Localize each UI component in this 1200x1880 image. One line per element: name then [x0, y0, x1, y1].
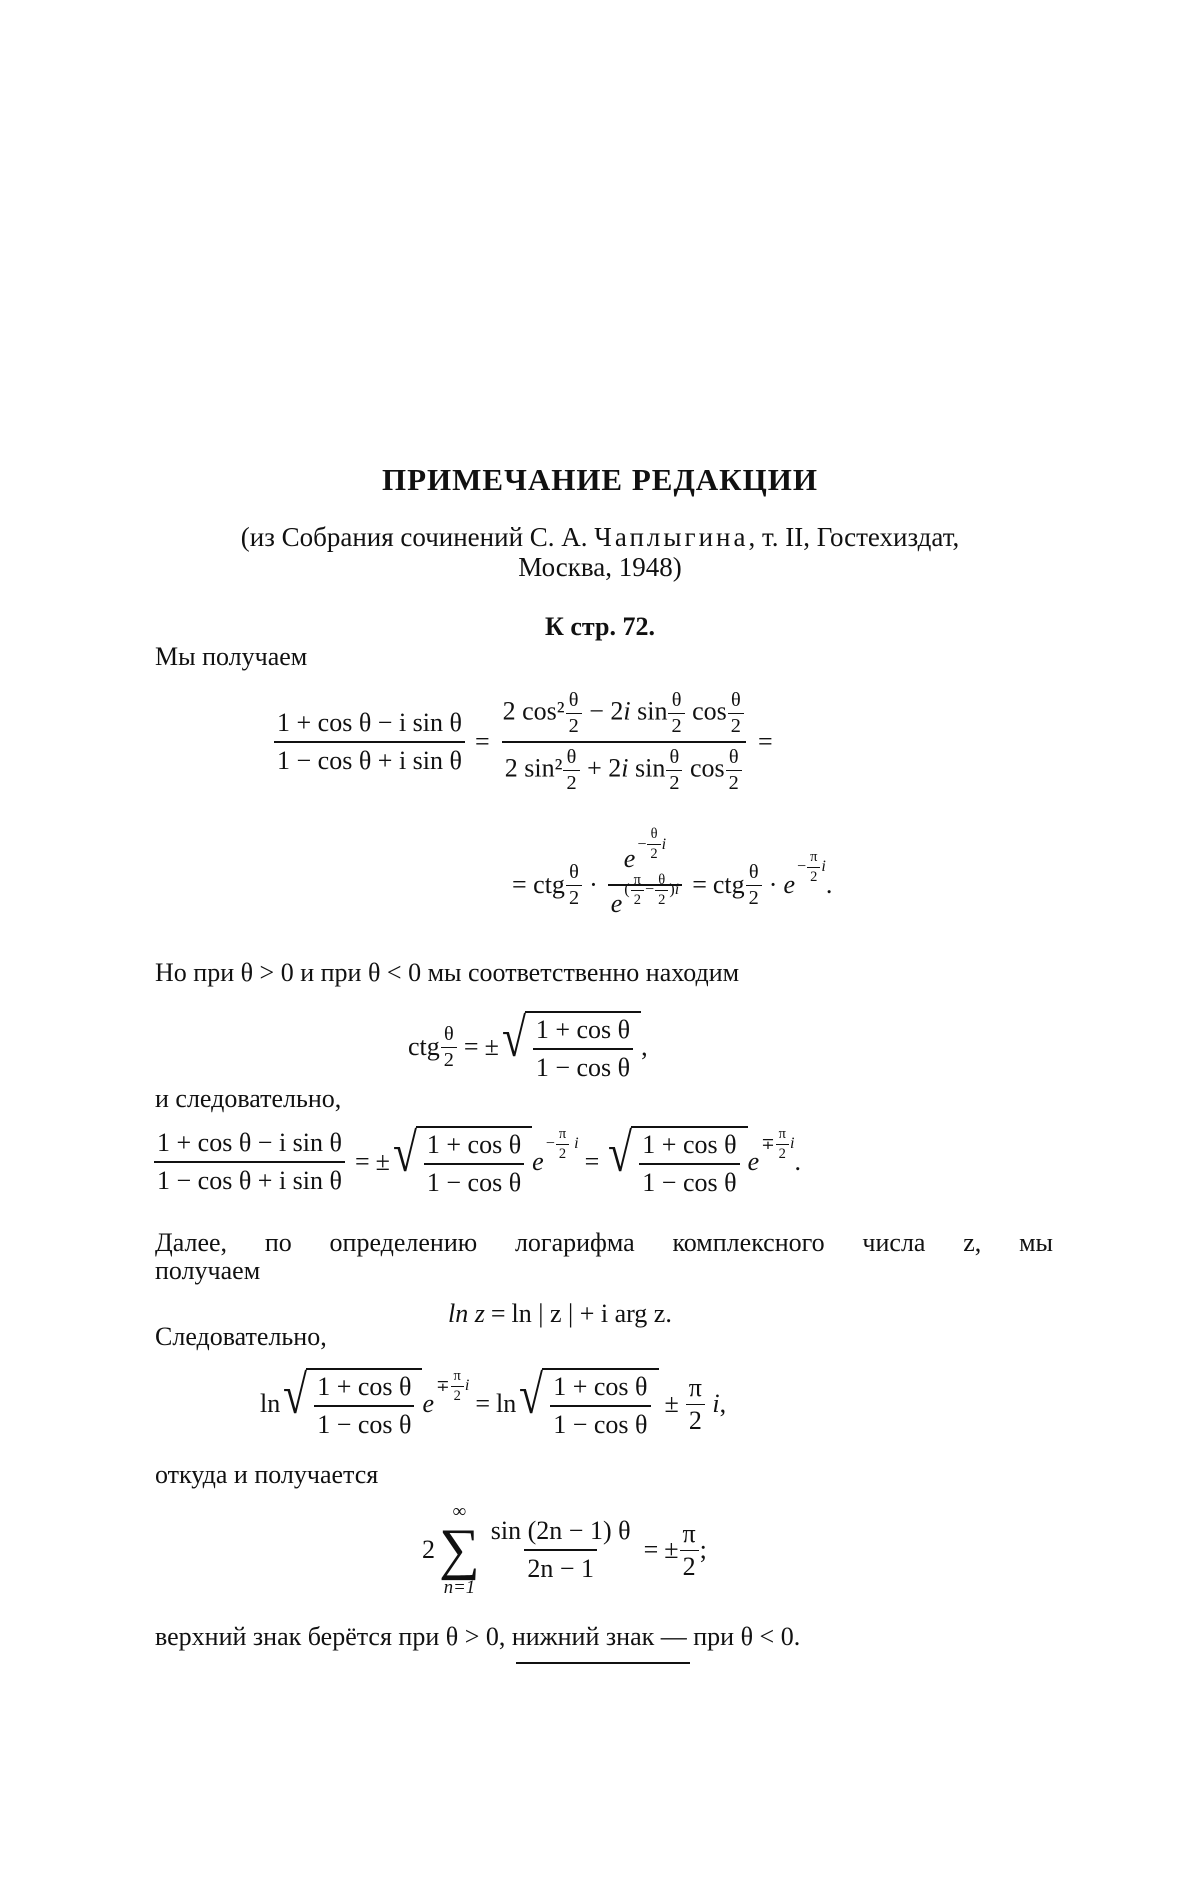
exponent: − $\frac{\pi}{2}$ i: [797, 848, 826, 885]
euler-e: e: [623, 843, 636, 873]
period: .: [794, 1147, 801, 1176]
radicand: [306, 1368, 422, 1440]
cos-fraction: [639, 1130, 739, 1198]
frac-num: θ: [669, 746, 680, 768]
sigma-icon: ∑: [439, 1517, 480, 1581]
dot: ·: [768, 870, 778, 899]
half-theta: [666, 746, 682, 795]
lhs-fraction: [154, 1128, 345, 1196]
radical-icon: √: [283, 1364, 308, 1425]
source-text-a: (из Собрания сочинений С. А.: [240, 522, 588, 552]
coef-two: 2: [422, 1535, 435, 1564]
paragraph-3: и следовательно,: [155, 1084, 342, 1113]
sqrt: [280, 1364, 422, 1440]
exponent: − $\frac{\pi}{2}$ i: [545, 1125, 579, 1162]
eq1-trailing-equals: =: [757, 727, 773, 756]
frac-den: [608, 871, 682, 927]
period: .: [825, 870, 833, 899]
half-theta: [563, 746, 579, 795]
half-pi: [680, 1519, 699, 1582]
plus-minus: ±: [664, 1535, 679, 1564]
frac-den: 2: [728, 713, 744, 738]
frac-num: π: [453, 1367, 461, 1384]
imag-i: i: [661, 835, 667, 853]
equation-4: [150, 1120, 801, 1204]
equals: =: [490, 1299, 506, 1328]
paragraph-4-line-2: получаем: [155, 1256, 261, 1285]
half-theta: [566, 861, 582, 910]
n-two: 2: [502, 696, 516, 726]
frac-den: 2: [726, 770, 742, 795]
euler-e: e: [422, 1389, 435, 1418]
equals: =: [643, 1535, 659, 1564]
euler-e: e: [783, 870, 795, 899]
frac-den: 1 − cos θ: [639, 1163, 739, 1198]
eq2-equals: =: [512, 870, 527, 899]
euler-e: e: [610, 889, 623, 918]
eq1-rhs-fraction: [500, 689, 748, 795]
frac-den: 2: [746, 885, 762, 910]
frac-num: θ: [650, 826, 658, 843]
radical-icon: √: [501, 1007, 526, 1068]
half-theta: [566, 689, 582, 738]
frac-den: 1 − cos θ: [550, 1405, 650, 1440]
plus-minus: ±: [375, 1147, 390, 1176]
imag-i: i: [712, 1389, 720, 1418]
radicand: [525, 1011, 641, 1083]
radicand: [416, 1126, 532, 1198]
eq2-exp-fraction: [608, 826, 682, 927]
equation-3: [408, 1008, 648, 1086]
half-theta: [647, 826, 660, 863]
radical-icon: √: [392, 1122, 417, 1183]
radicand: [631, 1126, 747, 1198]
eq1-lhs-fraction: [274, 708, 465, 776]
ctg: ctg: [408, 1032, 440, 1061]
exponent: [436, 1368, 469, 1405]
eq1-rhs-den: 2 sin² $\frac{\theta}{2}$ + 2i sin $\frac{\theta}{2}$ cos $\frac{\theta}{2}$: [502, 741, 746, 795]
sqrt: [390, 1122, 532, 1198]
comma: ,: [641, 1032, 648, 1061]
minus-plus: ∓: [761, 1136, 775, 1154]
frac-num: θ: [728, 746, 739, 768]
frac-den: 2: [680, 1550, 699, 1582]
paragraph-1: Мы получаем: [155, 642, 308, 671]
frac-num: 1 + cos θ: [426, 1130, 522, 1159]
frac-den: 2: [647, 844, 660, 863]
frac-num: θ: [671, 689, 682, 711]
paragraph-5: Следовательно,: [155, 1322, 327, 1351]
sqrt: [499, 1007, 641, 1083]
frac-den: 1 − cos θ: [314, 1405, 414, 1440]
equation-2: [512, 820, 832, 950]
frac-num: θ: [731, 689, 741, 711]
frac-num: 1 + cos θ − i sin θ: [157, 1128, 342, 1157]
frac-num: 1 + cos θ: [642, 1130, 737, 1159]
comma: ,: [719, 1389, 727, 1418]
half-theta: [441, 1023, 457, 1072]
eq1-lhs-den: 1 − cos θ + i sin θ: [274, 741, 465, 776]
frac-den: 2: [441, 1047, 457, 1072]
equation-1: [270, 672, 779, 812]
ln: ln: [496, 1389, 517, 1418]
semicolon: ;: [699, 1535, 707, 1564]
frac-den: 2: [556, 1144, 569, 1163]
frac-den: 2: [655, 890, 668, 909]
sum-lower-limit: n=1: [443, 1577, 476, 1599]
dot: ·: [589, 870, 598, 899]
frac-den: 2: [566, 713, 582, 738]
paragraph-6: откуда и получается: [155, 1460, 379, 1489]
frac-den: 2: [451, 1386, 464, 1405]
frac-num: π: [633, 871, 641, 888]
euler-e: e: [747, 1147, 760, 1176]
closing-rule: [516, 1662, 690, 1664]
half-theta: [728, 689, 744, 738]
frac-num: π: [810, 848, 818, 865]
frac-den: 2: [563, 770, 579, 795]
frac-num: sin (2n − 1) θ: [490, 1516, 631, 1545]
frac-num: π: [688, 1372, 702, 1402]
frac-num: π: [682, 1518, 696, 1548]
ln-z-rhs: ln | z | + i arg z.: [511, 1299, 672, 1328]
imag-i: i: [821, 858, 826, 876]
frac-den: 2: [686, 1404, 705, 1436]
section-reference: К стр. 72.: [545, 612, 655, 641]
ctg: ctg: [533, 870, 565, 899]
ctg: ctg: [712, 870, 745, 899]
cos-fraction: [550, 1372, 650, 1440]
frac-num: θ: [569, 860, 579, 883]
equation-7: [422, 1490, 707, 1610]
imag-i: i: [464, 1377, 470, 1395]
frac-den: 2: [631, 890, 644, 909]
equals: =: [584, 1147, 600, 1176]
cos-fraction: [533, 1015, 633, 1083]
plus-minus: ±: [664, 1389, 679, 1418]
frac-num: 1 + cos θ: [535, 1015, 631, 1044]
frac-num: θ: [658, 871, 666, 888]
source-line-2: Москва, 1948): [518, 552, 682, 582]
sum-upper-limit: ∞: [452, 1500, 467, 1522]
exponent: − $\frac{\theta}{2}$ i: [637, 826, 667, 863]
frac-num: π: [558, 1125, 567, 1142]
half-pi: [686, 1373, 705, 1436]
paragraph-2: Но при θ > 0 и при θ < 0 мы соответственно находим: [155, 958, 740, 987]
half-pi: [807, 849, 820, 886]
frac-num: θ: [566, 746, 577, 768]
radical-icon: √: [608, 1122, 633, 1183]
half-pi: [451, 1368, 464, 1405]
equals: =: [692, 870, 707, 899]
ln: ln: [260, 1389, 281, 1418]
frac-den: 2n − 1: [524, 1549, 597, 1584]
frac-den: 2: [807, 867, 820, 886]
exponent: ( $\frac{\pi}{2}$ − $\frac{\theta}{2}$ ) i: [624, 871, 680, 908]
half-theta: [668, 689, 684, 738]
cos-fraction: [424, 1130, 524, 1198]
frac-den: 1 − cos θ: [424, 1163, 524, 1198]
imag-i: i: [623, 696, 631, 726]
frac-num: θ: [443, 1022, 454, 1045]
half-theta: [746, 861, 762, 910]
radicand: [542, 1368, 658, 1440]
equation-5: [448, 1296, 672, 1332]
frac-den: 2: [666, 770, 682, 795]
imag-i: i: [789, 1135, 795, 1153]
frac-den: 1 − cos θ + i sin θ: [154, 1161, 345, 1196]
frac-num: θ: [568, 689, 579, 711]
euler-e: e: [532, 1147, 544, 1176]
frac-num: 1 + cos θ: [553, 1372, 648, 1401]
eq1-equals: =: [474, 727, 490, 756]
sum: [439, 1501, 480, 1599]
source-line-1: [0, 522, 1200, 553]
imag-i: i: [674, 881, 680, 899]
sqrt: [516, 1364, 658, 1440]
frac-num: 1 + cos θ: [317, 1372, 412, 1401]
frac-den: 1 − cos θ: [533, 1048, 633, 1083]
exponent: [761, 1126, 794, 1163]
ln-z: ln z: [448, 1299, 485, 1328]
source-text-b: , т. II, Гостехиздат,: [748, 522, 960, 552]
plus-minus: ±: [484, 1032, 499, 1061]
imag-i: i: [574, 1135, 579, 1153]
half-pi: [776, 1126, 789, 1163]
frac-den: 2: [668, 713, 684, 738]
frac-num: θ: [748, 860, 759, 883]
paragraph-4-line-1: Далее, по определению логарифма комплексного числа z, мы: [155, 1228, 1053, 1257]
minus-plus: ∓: [436, 1378, 450, 1396]
imag-i: i: [621, 753, 629, 783]
cos-fraction: [314, 1372, 414, 1440]
radical-icon: √: [519, 1364, 544, 1425]
half-pi: [556, 1126, 569, 1163]
sum-fraction: [488, 1516, 634, 1584]
equals: =: [463, 1032, 479, 1061]
half-pi: [631, 872, 644, 909]
half-theta: [726, 746, 742, 795]
half-theta: [655, 872, 668, 909]
equals: =: [354, 1147, 370, 1176]
eq1-rhs-num: 2 cos² $\frac{\theta}{2}$ − 2i sin $\frac{\theta}{2}$ cos $\frac{\theta}{2}$: [500, 689, 748, 741]
frac-num: π: [778, 1125, 786, 1142]
author-name: Чаплыгина: [594, 522, 749, 552]
frac-den: 2: [776, 1144, 789, 1163]
equals: =: [475, 1389, 491, 1418]
sqrt: [605, 1122, 747, 1198]
page-title: ПРИМЕЧАНИЕ РЕДАКЦИИ: [381, 462, 819, 497]
frac-den: 2: [566, 885, 582, 910]
eq1-lhs-num: 1 + cos θ − i sin θ: [277, 708, 462, 737]
paragraph-7: верхний знак берётся при θ > 0, нижний знак — при θ < 0.: [155, 1622, 801, 1651]
equation-6: [260, 1362, 726, 1446]
